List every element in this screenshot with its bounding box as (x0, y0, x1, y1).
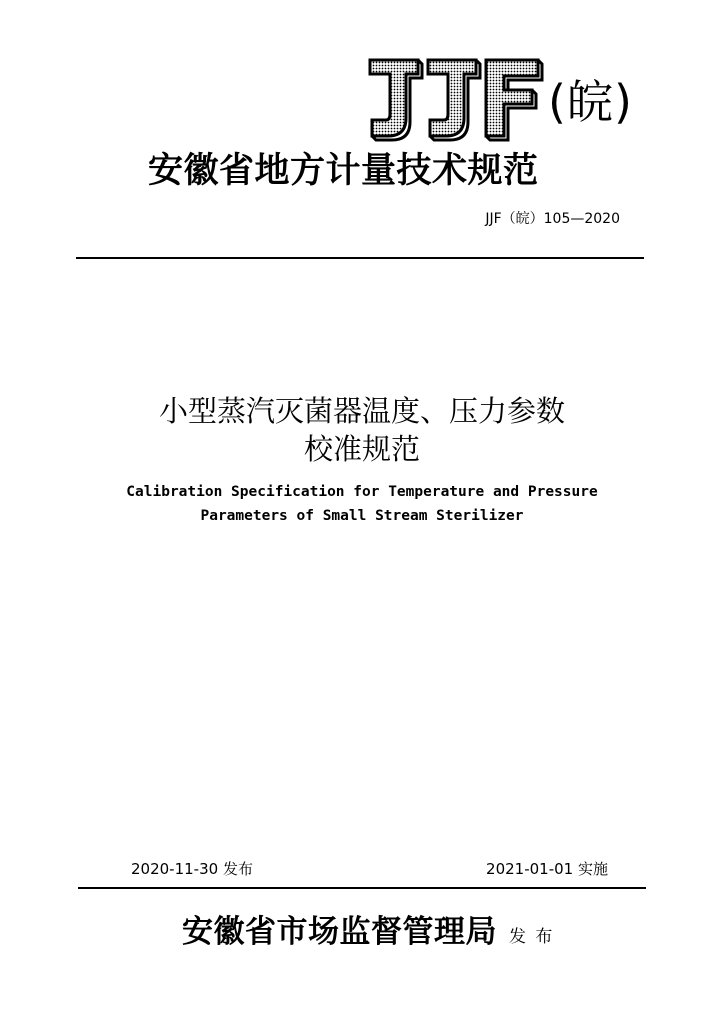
document-title-cn (0, 392, 724, 468)
document-title-en (0, 480, 724, 528)
jjf-logo (366, 52, 544, 142)
publisher-name: 安徽省市场监督管理局 (182, 914, 497, 950)
top-divider (76, 257, 644, 259)
logo-letter-j2 (428, 60, 480, 140)
standard-code: JJF（皖）105—2020 (485, 211, 620, 227)
logo-letter-f (486, 60, 542, 140)
bottom-divider (78, 887, 646, 889)
title-en-line-1: Calibration Specification for Temperature and Pressure (126, 484, 598, 500)
logo-province-suffix: (皖) (548, 75, 633, 129)
title-cn-line-2: 校准规范 (303, 432, 420, 466)
issue-date: 2020-11-30 发布 (131, 860, 253, 878)
publisher-action: 发 布 (509, 927, 553, 947)
effective-date: 2021-01-01 实施 (486, 860, 608, 878)
title-cn-line-1: 小型蒸汽灭菌器温度、压力参数 (158, 394, 565, 428)
publisher-block (182, 910, 552, 959)
title-en-line-2: Parameters of Small Stream Sterilizer (200, 508, 524, 524)
standard-type-title: 安徽省地方计量技术规范 (148, 150, 539, 191)
logo-letter-j1 (370, 60, 422, 140)
